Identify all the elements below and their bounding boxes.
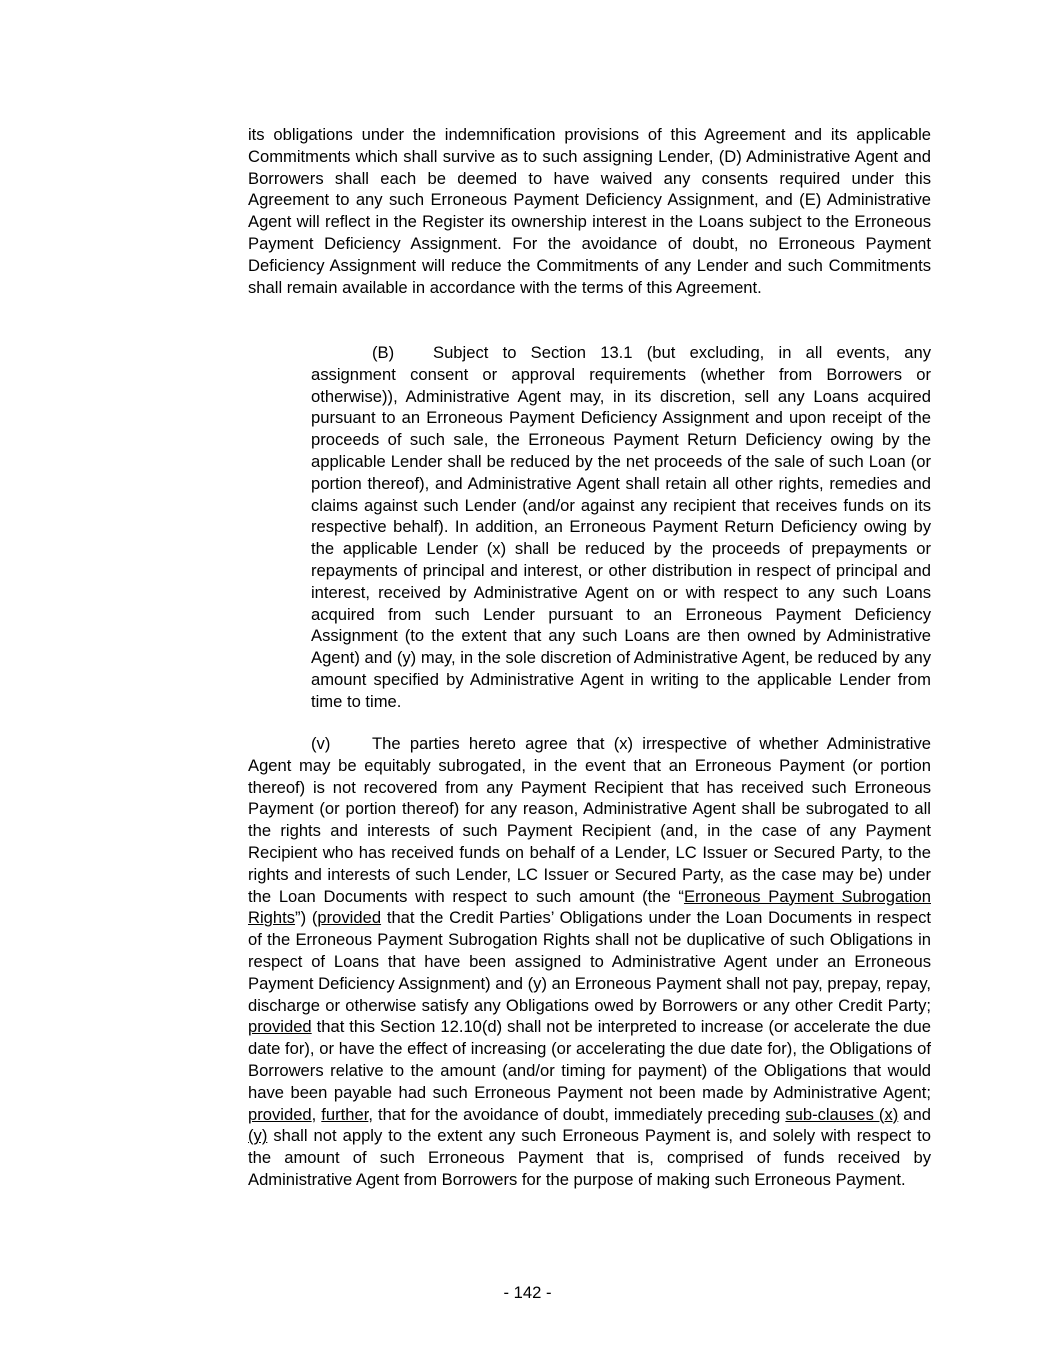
clause-label-b: (B) xyxy=(372,343,395,362)
proviso-provided: provided xyxy=(248,1017,312,1037)
clause-text-b: Subject to Section 13.1 (but excluding, in all events, any assignment consent or approval requirements (whether from Borrowers or otherwise)), Administrative Agent may, in its discretion, sell any Loans acquired pursuant to an Erroneous Payment Deficiency Assignment and upon receipt of the proceeds of such sale, the Erroneous Payment Return Deficiency owing by the applicable Lender shall be reduced by the net proceeds of the sale of such Loan (or portion thereof), and Administrative Agent shall retain all other rights, remedies and claims against such Lender (and/or against any recipient that receives funds on its respective behalf). In addition, an Erroneous Payment Return Deficiency owing by the applicable Lender (x) shall be reduced by the proceeds of prepayments or repayments of principal and interest, or other distribution in respect of principal and interest, received by Administrative Agent on or with respect to any such Loans acquired from such Lender pursuant to an Erroneous Payment Deficiency Assignment (to the extent that any such Loans are then owned by Administrative Agent) and (y) may, in the sole discretion of Administrative Agent, be reduced by any amount specified by Administrative Agent in writing to the applicable Lender from time to time. xyxy=(311,343,931,711)
reference-y: (y) xyxy=(248,1126,268,1146)
proviso-provided: provided xyxy=(248,1104,312,1124)
clause-text: that the Credit Parties’ Obligations under the Loan Documents in respect of the Erroneous Payment Subrogation Rights shall not be duplicative of such Obligations in respect of Loans that have been assigned to Administrative Agent under an Erroneous Payment Deficiency Assignment) and (y) an Erroneous Payment shall not pay, prepay, repay, discharge or otherwise satisfy any Obligations owed by Borrowers or any other Credit Party; xyxy=(248,908,931,1015)
clause-text: shall not apply to the extent any such Erroneous Payment is, and solely with respect to the amount of such Erroneous Payment that is, comprised of funds received by Administrative Agent from Borrowers for the purpose of making such Erroneous Payment. xyxy=(248,1126,931,1189)
page-number: - 142 - xyxy=(503,1283,552,1302)
clause-text: ”) ( xyxy=(295,908,318,928)
defined-term-erroneous-payment-subrogation-rights: Erroneous Payment Subrogation Rights xyxy=(248,886,931,928)
clause-text: , that for the avoidance of doubt, immediately preceding xyxy=(368,1104,786,1124)
clause-text: that this Section 12.10(d) shall not be interpreted to increase (or accelerate the due date for), or have the effect of increasing (or accelerating the due date for), the Obligations of Borrowers relative to the amount (and/or timing for payment) of the Obligations that would have been payable had such Erroneous Payment not been made by Administrative Agent; xyxy=(248,1017,931,1102)
paragraph-v xyxy=(248,733,931,1191)
clause-text: and xyxy=(898,1104,931,1124)
proviso-provided: provided xyxy=(317,908,382,928)
proviso-further: further xyxy=(321,1104,369,1124)
clause-label-v: (v) xyxy=(311,734,331,753)
clause-text: , xyxy=(311,1104,322,1124)
reference-sub-clauses-x: sub-clauses (x) xyxy=(785,1104,899,1124)
paragraph-b xyxy=(311,342,931,713)
clause-text: The parties hereto agree that (x) irrespective of whether Administrative Agent may be equitably subrogated, in the event that an Erroneous Payment (or portion thereof) is not recovered from any Payment Recipient that has received such Erroneous Payment (or portion thereof) for any reason, Administrative Agent shall be subrogated to all the rights and interests of such Payment Recipient (and, in the case of any Payment Recipient who has received funds on behalf of a Lender, LC Issuer or Secured Party, to the rights and interests of such Lender, LC Issuer or Secured Party, as the case may be) under the Loan Documents with respect to such amount (the “ xyxy=(248,734,931,906)
paragraph-intro: its obligations under the indemnification provisions of this Agreement and its applicable Commitments which shall survive as to such assigning Lender, (D) Administrative Agent and Borrowers shall each be deemed to have waived any consents required under this Agreement to any such Erroneous Payment Deficiency Assignment, and (E) Administrative Agent will reflect in the Register its ownership interest in the Loans subject to the Erroneous Payment Deficiency Assignment. For the avoidance of doubt, no Erroneous Payment Deficiency Assignment will reduce the Commitments of any Lender and such Commitments shall remain available in accordance with the terms of this Agreement. xyxy=(248,125,931,297)
